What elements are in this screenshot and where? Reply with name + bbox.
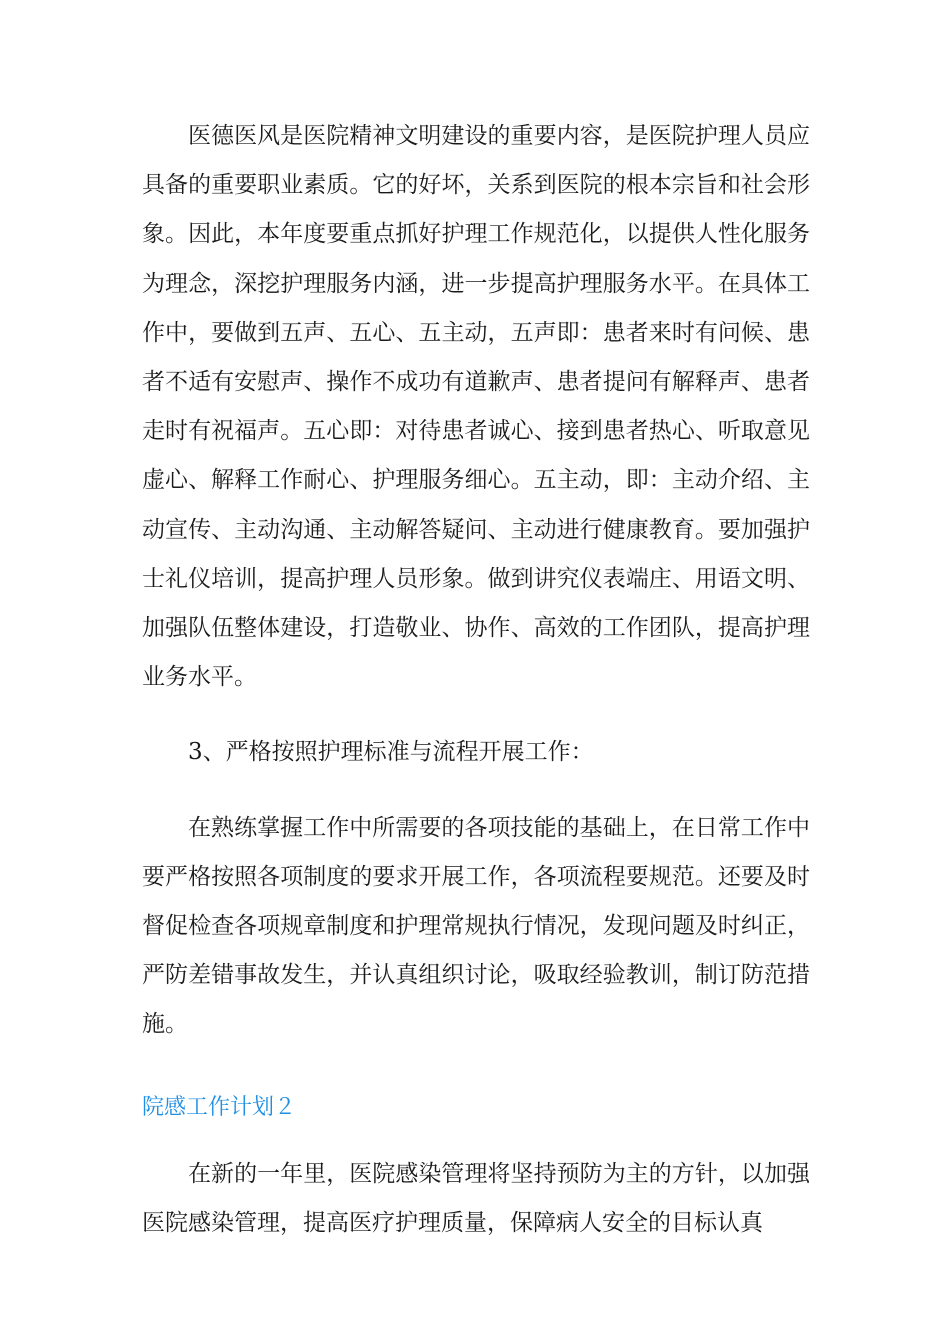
paragraph-item-3-title: 3、严格按照护理标准与流程开展工作： <box>188 739 594 766</box>
paragraph-medical-ethics: 医德医风是医院精神文明建设的重要内容，是医院护理人员应具备的重要职业素质。它的好坏，关系到医院的根本宗旨和社会形象。因此，本年度要重点抓好护理工作规范化，以提供人性化服务为理念，深挖护理服务内涵，进一步提高护理服务水平。在具体工作中，要做到五声、五心、五主动，五声即：患者来时有问候、患者不适有安慰声、操作不成功有道歉声、患者提问有解释声、患者走时有祝福声。五心即：对待患者诚心、接到患者热心、听取意见虚心、解释工作耐心、护理服务细心。五主动，即：主动介绍、主动宣传、主动沟通、主动解答疑问、主动进行健康教育。要加强护士礼仪培训，提高护理人员形象。做到讲究仪表端庄、用语文明、加强队伍整体建设，打造敬业、协作、高效的工作团队，提高护理业务水平。 <box>142 123 810 691</box>
paragraph-infection-plan: 在新的一年里，医院感染管理将坚持预防为主的方针，以加强医院感染管理，提高医疗护理质量，保障病人安全的目标认真 <box>142 1160 810 1236</box>
paragraph-standards: 在熟练掌握工作中所需要的各项技能的基础上，在日常工作中要严格按照各项制度的要求开展工作，各项流程要规范。还要及时督促检查各项规章制度和护理常规执行情况，发现问题及时纠正，严防差错事故发生，并认真组织讨论，吸取经验教训，制订防范措施。 <box>142 814 810 1038</box>
document-page <box>142 112 810 1248</box>
section-heading: 院感工作计划２ <box>142 1094 297 1120</box>
